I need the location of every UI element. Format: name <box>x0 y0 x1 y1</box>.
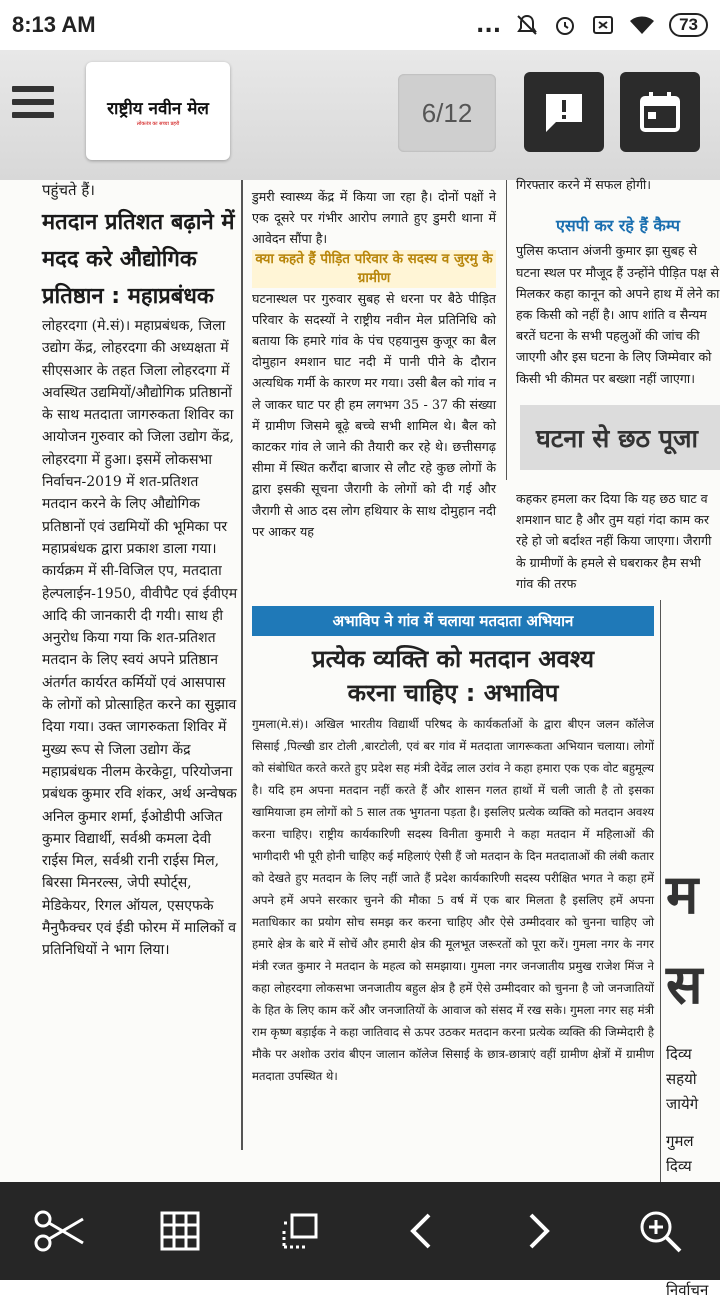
story-kicker: अभाविप ने गांव में चलाया मतदाता अभियान <box>252 606 654 636</box>
article-headline: मतदान प्रतिशत बढ़ाने में मदद करे औद्योगिक प्रतिष्ठान : महाप्रबंधक <box>42 210 235 309</box>
article-continued: कहकर हमला कर दिया कि यह छठ घाट व शमशान घाट है और तुम यहां गंदा काम कर रहे हो जो बर्दाश्त नहीं किया जाएगा। जैरागी के ग्रामीणों के हमले से घबराकर हैम सभी गांव की तरफ <box>516 491 712 591</box>
newspaper-logo[interactable] <box>86 62 230 160</box>
alarm-icon <box>553 13 577 37</box>
status-bar <box>0 0 720 50</box>
select-area-icon <box>280 1211 320 1251</box>
comment-button[interactable] <box>524 72 604 152</box>
page-counter[interactable]: 6/12 <box>398 74 496 152</box>
mute-bell-icon <box>515 13 539 37</box>
column-divider <box>241 180 243 1150</box>
article-text: डुमरी स्वास्थ्य केंद्र में किया जा रहा है। दोनों पक्षों ने एक दूसरे पर गंभीर आरोप लगाते हुए डुमरी थाना में आवेदन सौंपा है। <box>252 189 496 247</box>
article-body: लोहरदगा (मे.सं)। महाप्रबंधक, जिला उद्योग केंद्र, लोहरदगा की अध्यक्षता में सीएसआर के तहत जिला लोहरदगा में अवस्थित उद्यमियों/औद्योगिक प्रतिष्ठानों के साथ मतदाता जागरुकता शिविर का आयोजन गुरुवार को जिला उद्योग केंद्र, लोहरदगा में हुआ। इसमें लोकसभा निर्वाचन-2019 में शत-प्रतिशत मतदान करने के लिए औद्योगिक प्रतिष्ठानों एवं उद्यमियों की भूमिका पर महाप्रबंधक द्वारा प्रकाश डाला गया। कार्यक्रम में सी-विजिल एप, मतदाता हेल्पलाईन-1950, वीवीपैट एवं ईवीएम आदि की जानकारी दी गयी। साथ ही अनुरोध किया गया कि शत-प्रतिशत मतदान के लिए स्वयं अपने प्रतिष्ठान अंतर्गत कार्यरत कर्मियों एवं आसपास के लोगों को प्रोत्साहित करने का सुझाव दिया गया। उक्त जागरुकता शिविर में मुख्य रूप से जिला उद्योग केंद्र महाप्रबंधक नीलम केरकेट्टा, परियोजना प्रबंधक कुमार रवि शंकर, अर्थ अन्वेषक अनिल कुमार शर्मा, ईओडीपी अजित कुमार विद्यार्थी, सर्वश्री कमला देवी राईस मिल, सर्वश्री रानी राईस मिल, बिरसा मिनरल्स, जेपी स्पोर्ट्स, मेडिकेयर, रिगल ऑयल, एसएफके मैनुफैक्चर एवं ईडी फोरम में मालिकों व प्रतिनिधियों ने भाग लिया। <box>42 318 238 959</box>
article-industry-voting <box>42 180 238 962</box>
story-body: गुमला(मे.सं)। अखिल भारतीय विद्यार्थी परिषद के कार्यकर्ताओं के द्वारा बीएन जलन कॉलेज सिसाई ,पिल्खी डार टोली ,बारटोली, एवं बर गांव में मतदाता जागरूकता अभियान चलाया। लोगों को संबोधित करते करते हुए प्रदेश सह मंत्री देवेंद्र लाल उरांव ने कहा हमारा एक एक वोट बहुमूल्य है। यदि हम अपना मतदान नहीं करते हैं और शासन गलत हाथों में चली जाती है तो इसका खामियाजा हम लोगों को 5 साल तक भुगतना पड़ता है। इसलिए प्रत्येक व्यक्ति को मतदान अवश्य करना चाहिए। राष्ट्रीय कार्यकारिणी सदस्य विनीता कुमारी ने कहा मतदान में महिलाओं की भागीदारी भी पूरी होनी चाहिए कई महिलाएं ऐसी हैं जो मतदान के दिन मतदाताओं की लंबी कतार को देखते हुए मतदान के लिए नहीं जाते हैं प्रदेश कार्यकारिणी सदस्य परीक्षित भगत ने कहा हमें अपने हमें अपने सरकार चुनने की मौका 5 वर्ष में एक बार मिलता है इसलिए हमें अपना मताधिकार का प्रयोग सोच समझ कर करना चाहिए और ऐसे उम्मीदवार को चुनना चाहिए जो हमारे क्षेत्र के बारे में सोचें और हमारी क्षेत्र की मूलभूत जरूरतों को पूरा करें। गुमला नगर के नगर मंत्री रजत कुमार ने मतदान के महत्व को समझाया। गुमला नगर जनजातीय प्रमुख राजेश मिंज ने कहा लोहरदगा लोकसभा जनजातीय बहुल क्षेत्र है हमें ऐसे उम्मीदवार को चुनना है जो जनजातियों के हित के लिए काम करें और जनजातियों के आवाज को संसद में रख सके। गुमला नगर सह मंत्री राम कृष्ण बड़ाईक ने कहा जातिवाद से ऊपर उठकर मतदान करना प्रत्येक व्यक्ति की जिम्मेदारी है मौके पर अशोक उरांव बीएन जालान कॉलेज सिसाई के छात्र-छात्राएं वहीं ग्रामीण क्षेत्रों में ग्रामीण मतदाता उपस्थित थे। <box>252 717 654 1083</box>
article-body: पुलिस कप्तान अंजनी कुमार झा सुबह से घटना स्थल पर मौजूद हैं उन्होंने पीड़ित पक्ष से मिलकर कहा कानून को अपने हाथ में लेने का हक किसी को नहीं है। आप शांति व सैन्यम बरतें घटना के सभी पहलुओं की जांच की जाएगी और इस घटना के लिए जिम्मेवार को किसी भी कीमत पर बख्शा नहीं जाएगा। <box>516 243 720 386</box>
prev-page-button[interactable] <box>380 1191 460 1271</box>
column-fragment: गिरफ्तार करने में सफल होगी। <box>516 177 652 192</box>
sim-off-icon <box>591 13 615 37</box>
clip-button[interactable] <box>20 1191 100 1271</box>
ad-item: दिव्य सहयो जायेगे <box>666 1045 699 1113</box>
grid-icon <box>160 1211 200 1251</box>
ad-big-letter: म <box>666 863 699 926</box>
bottom-toolbar <box>0 1182 720 1280</box>
status-time: 8:13 AM <box>12 12 96 37</box>
column-divider <box>506 180 507 480</box>
article-protest <box>252 180 496 542</box>
ad-item: गुमल दिव्य <box>666 1132 694 1175</box>
side-ad-strip <box>666 600 720 1299</box>
newspaper-page[interactable] <box>0 177 720 1299</box>
status-icons <box>476 13 708 38</box>
story-headline-line2: करना चाहिए : अभाविप <box>347 679 559 707</box>
story-headline-line1: प्रत्येक व्यक्ति को मतदान अवश्य <box>311 645 595 673</box>
logo-text: राष्ट्रीय नवीन मेल <box>107 98 209 119</box>
battery-indicator: 73 <box>669 13 708 37</box>
pages-grid-button[interactable] <box>140 1191 220 1271</box>
more-dots-icon: ... <box>476 12 502 38</box>
chevron-right-icon <box>525 1211 555 1251</box>
logo-tagline: लोकतंत्र का सच्चा प्रहरी <box>136 120 180 127</box>
calendar-button[interactable] <box>620 72 700 152</box>
article-banner: घटना से छठ पूजा <box>520 405 720 470</box>
ad-big-letter: स <box>666 953 703 1016</box>
wifi-icon <box>629 14 655 36</box>
story-headline <box>252 642 654 710</box>
article-body: घटनास्थल पर गुरुवार सुबह से धरना पर बैठे पीड़ित परिवार के सदस्यों ने राष्ट्रीय नवीन मेल प्रतिनिधि को बताया कि हमारे गांव के पंच एहयानुस कुजूर का बैल दोमुहान श्मशान घाट नदी में पानी पीने के दौरान अत्यधिक गर्मी के कारण मर गया। उसी बैल को गांव न ले जाकर घाट पर ही हम लगभग 35 - 37 की संख्या में ग्रामीण जिसमे बूढ़े बच्चे सभी शामिल थे। बैल को काटकर गांव ले जाने की तैयारी कर रहे थे। छत्तीसगढ़ सीमा में स्थित करौंदा बाजार से लौट रहे कुछ लोगों के द्वारा इसकी सूचना जैरागी के लोगों को दी गई और जैरागी से आठ दस लोग हथियार के साथ दोमुहान नदी पर आकर यह <box>252 290 496 539</box>
column-fragment: पहुंचते हैं। <box>42 181 95 199</box>
app-header <box>0 50 720 180</box>
hamburger-menu-icon[interactable] <box>12 86 54 124</box>
scissors-icon <box>33 1209 87 1253</box>
select-area-button[interactable] <box>260 1191 340 1271</box>
article-subhead: एसपी कर रहे हैं कैम्प <box>556 216 681 236</box>
column-divider <box>660 600 661 1182</box>
next-page-button[interactable] <box>500 1191 580 1271</box>
comment-alert-icon <box>540 88 588 136</box>
calendar-icon <box>638 90 682 134</box>
ad-footer: निर्वाचन <box>666 1281 709 1299</box>
chevron-left-icon <box>405 1211 435 1251</box>
article-subhead: क्या कहते हैं पीड़ित परिवार के सदस्य व जुरमु के ग्रामीण <box>252 250 496 288</box>
zoom-in-icon <box>638 1209 682 1253</box>
zoom-in-button[interactable] <box>620 1191 700 1271</box>
